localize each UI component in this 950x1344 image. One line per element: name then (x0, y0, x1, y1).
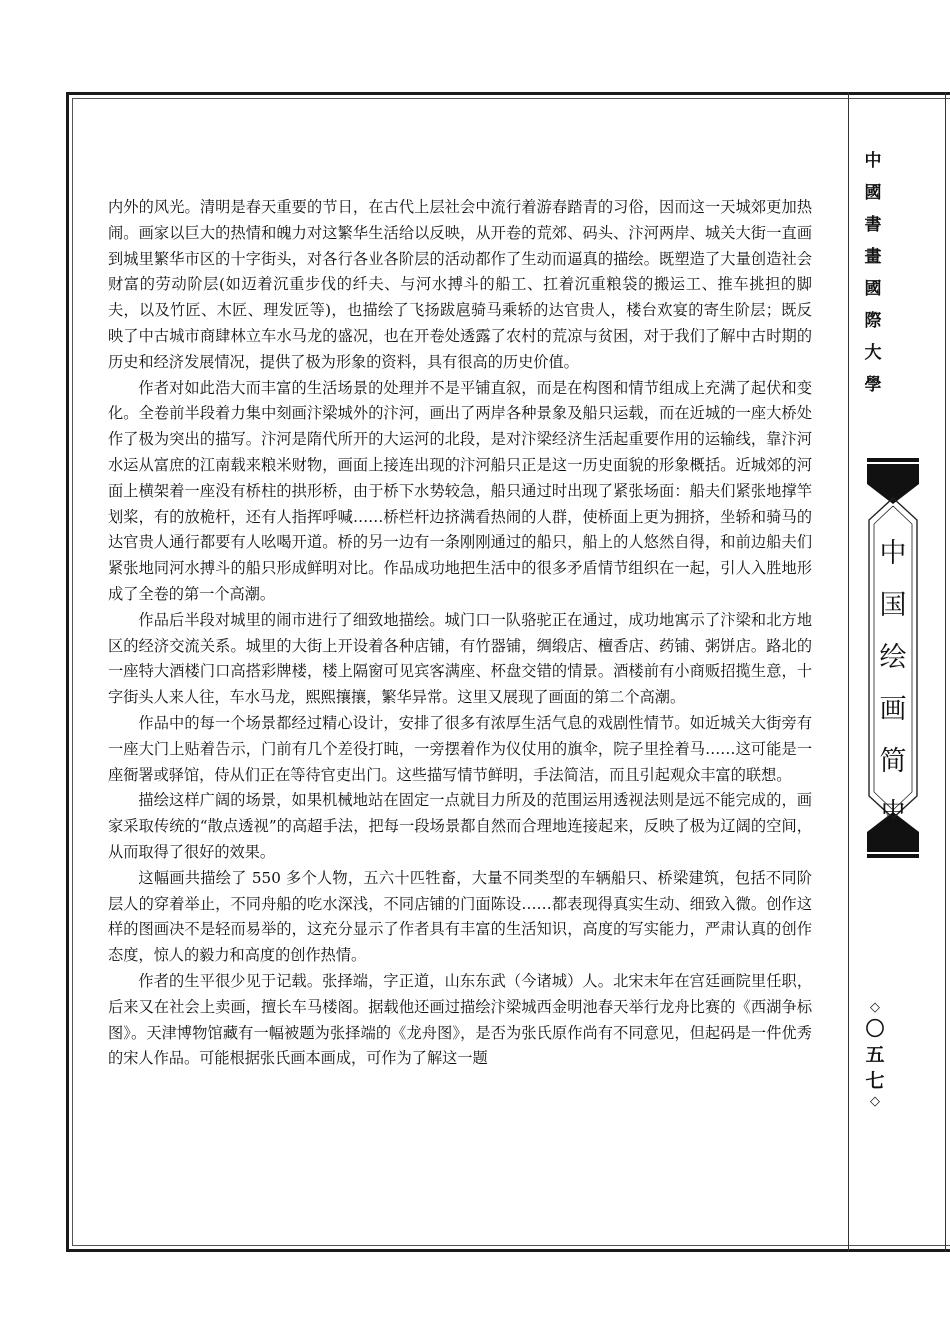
book-title-char: 中 (879, 538, 907, 569)
body-text (108, 195, 812, 1072)
page-number-char: 七 (865, 1070, 885, 1092)
book-title (866, 528, 920, 840)
paragraph: 作品后半段对城里的闹市进行了细致地描绘。城门口一队骆驼正在通过，成功地寓示了汴梁和北方地区的经济交流关系。城里的大街上开设着各种店铺，有竹器铺，绸缎店、檀香店、药铺、粥饼店。路北的一座特大酒楼门口高搭彩牌楼，楼上隔窗可见宾客满座、杯盘交错的情景。酒楼前有小商贩招揽生意，十字街头人来人往，车水马龙，熙熙攘攘，繁华异常。这里又展现了画面的第二个高潮。 (108, 610, 812, 707)
sidebar-rule-left (848, 92, 849, 1252)
paragraph: 作者的生平很少见于记载。张择端，字正道，山东东武（今诸城）人。北宋末年在宫廷画院里任职，后来又在社会上卖画，擅长车马楼阁。据载他还画过描绘汴梁城西金明池春天举行龙舟比赛的《西湖争标图》。天津博物馆藏有一幅被题为张择端的《龙舟图》，是否为张氏原作尚有不同意见，但起码是一件优秀的宋人作品。可能根据张氏画本画成，可作为了解这一题 (108, 971, 812, 1068)
university-char: 大 (864, 343, 882, 363)
paragraph: 内外的风光。清明是春天重要的节日，在古代上层社会中流行着游春踏青的习俗，因而这一天城郊更加热闹。画家以巨大的热情和魄力对这繁华生活给以反映，从开卷的荒郊、码头、汴河两岸、城关大街一直画到城里繁华市区的十字街头，对各行各业各阶层的活动都作了生动而逼真的描绘。既塑造了大量创造社会财富的劳动阶层(如迈着沉重步伐的纤夫、与河水搏斗的船工、扛着沉重粮袋的搬运工、推车挑担的脚夫，以及竹匠、木匠、理发匠等)，也描绘了飞扬跋扈骑马乘轿的达官贵人，楼台欢宴的寄生阶层；既反映了中古城市商肆林立车水马龙的盛况，也在开卷处透露了农村的荒凉与贫困，对于我们了解中古时期的历史和经济发展情况，提供了极为形象的资料，具有很高的历史价值。 (108, 198, 812, 371)
paragraph: 描绘这样广阔的场景，如果机械地站在固定一点就目力所及的范围运用透视法则是远不能完成的，画家采取传统的“散点透视”的高超手法，把每一段场景都自然而合理地连接起来，反映了极为辽阔的空间，从而取得了很好的效果。 (108, 791, 812, 861)
book-title-char: 绘 (879, 642, 907, 673)
sidebar-rule-right (945, 92, 946, 1252)
page-number (860, 1000, 890, 1110)
diamond-ornament-icon: ◇ (870, 1000, 880, 1015)
diamond-ornament-icon: ◇ (870, 1094, 880, 1109)
book-title-char: 国 (879, 590, 907, 621)
page-number-char: 〇 (865, 1018, 885, 1040)
university-char: 中 (864, 151, 882, 171)
university-char: 國 (864, 183, 882, 203)
paragraph: 作品中的每一个场景都经过精心设计，安排了很多有浓厚生活气息的戏剧性情节。如近城关大街旁有一座大门上贴着告示，门前有几个差役打盹，一旁摆着作为仪仗用的旗伞，院子里拴着马……这可能是一座衙署或驿馆，侍从们正在等待官吏出门。这些描写情节鲜明，手法简洁，而且引起观众丰富的联想。 (108, 713, 812, 784)
university-char: 學 (864, 375, 882, 395)
paragraph: 作者对如此浩大而丰富的生活场景的处理并不是平铺直叙，而是在构图和情节组成上充满了起伏和变化。全卷前半段着力集中刻画汴梁城外的汴河，画出了两岸各种景象及船只运载，而在近城的一座大桥处作了极为突出的描写。汴河是隋代所开的大运河的北段，是对汴梁经济生活起重要作用的运输线，靠汴河水运从富庶的江南载来粮米财物，画面上接连出现的汴河船只正是这一历史面貌的形象概括。近城郊的河面上横架着一座没有桥柱的拱形桥，由于桥下水势较急，船只通过时出现了紧张场面：船夫们紧张地撑竿划桨，有的放桅杆，还有人指挥呼喊……桥栏杆边挤满看热闹的人群，使桥面上更为拥挤，坐轿和骑马的达官贵人通行都要有人吆喝开道。桥的另一边有一条刚刚通过的船只，船上的人悠然自得，和前边船夫们紧张地同河水搏斗的船只形成鲜明对比。作品成功地把生活中的很多矛盾情节组织在一起，引人入胜地形成了全卷的第一个高潮。 (108, 378, 812, 603)
university-char: 際 (864, 311, 882, 331)
university-char: 畫 (864, 247, 882, 267)
book-title-char: 史 (879, 798, 907, 829)
book-title-char: 简 (879, 746, 907, 777)
paragraph: 这幅画共描绘了 550 多个人物，五六十匹牲畜，大量不同类型的车辆船只、桥梁建筑，包括不同阶层人的穿着举止，不同舟船的吃水深浅，不同店铺的门面陈设……都表现得真实生动、细致入微。创作这样的图画决不是轻而易举的，这充分显示了作者具有丰富的生活知识，高度的写实能力，严肃认真的创作态度，惊人的毅力和高度的创作热情。 (108, 868, 812, 965)
book-title-char: 画 (879, 694, 907, 725)
university-name (858, 145, 888, 401)
university-char: 國 (864, 279, 882, 299)
university-char: 書 (864, 215, 882, 235)
page-number-char: 五 (865, 1044, 885, 1066)
